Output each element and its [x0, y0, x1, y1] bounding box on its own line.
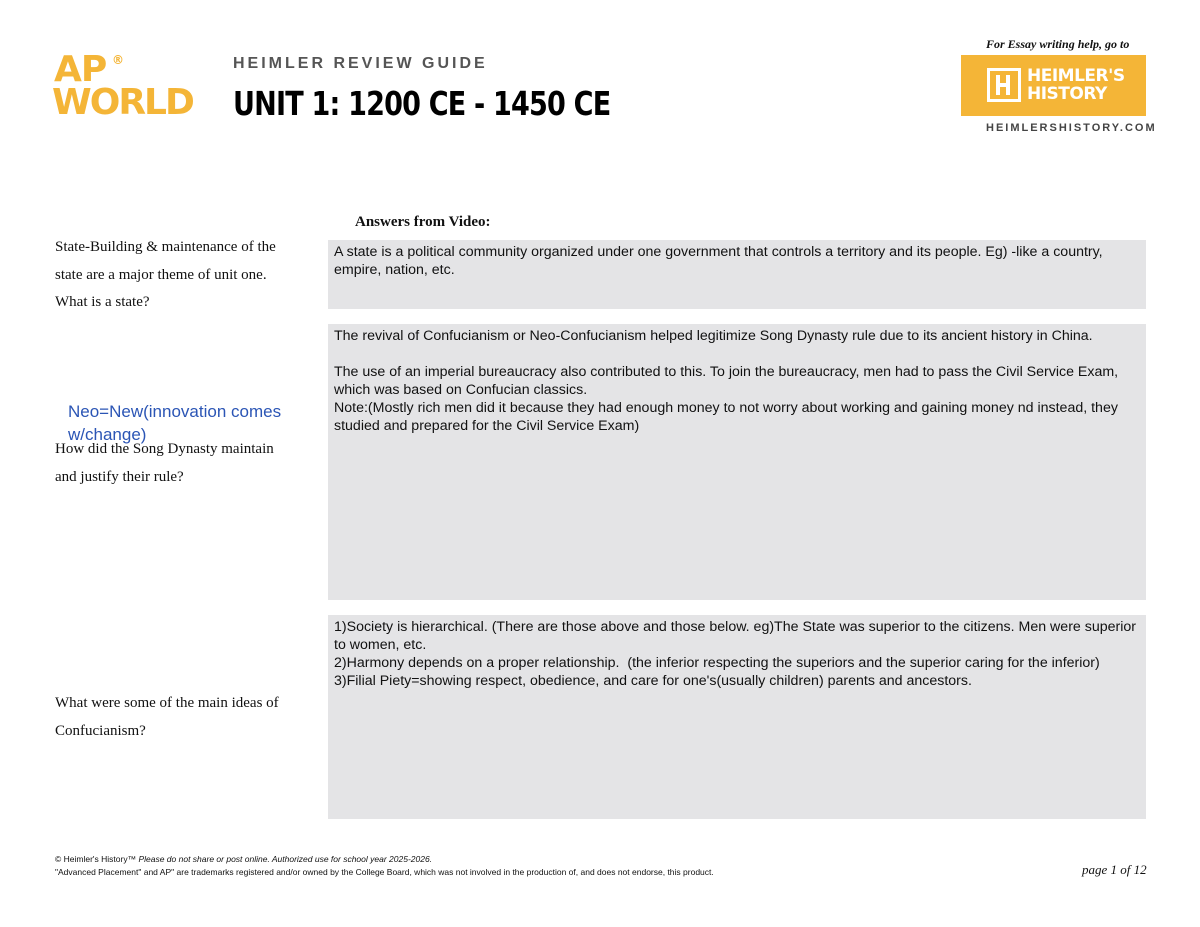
copyright-line-1	[55, 853, 855, 866]
heimlers-h-icon	[987, 68, 1021, 102]
logo-ap-text: AP	[54, 49, 107, 90]
answer-box-1[interactable]	[328, 240, 1146, 309]
logo-registered-mark: ®	[112, 53, 124, 67]
copyright-line-2: "Advanced Placement" and AP" are trademarks registered and/or owned by the College Board, which was not involved in the production of, and does not endorse, this product.	[55, 867, 714, 877]
ap-world-logo	[52, 49, 212, 123]
guide-label: HEIMLER REVIEW GUIDE	[233, 55, 488, 72]
brand-name-line1: HEIMLER'S	[1027, 66, 1125, 86]
answer-3-paragraph-1: 1)Society is hierarchical. (There are those above and those below. eg)The State was superior to the citizens. Men were superior to women, etc. 2)Harmony depends on a proper relationship. (the inferior respecting the superiors and the superior caring for the inferior) 3)Filial Piety=showing respect, obedience, and care for one's(usually children) parents and ancestors.	[334, 619, 1137, 689]
answer-2-paragraph-2: The use of an imperial bureaucracy also contributed to this. To join the bureaucracy, men had to pass the Civil Service Exam, which was based on Confucian classics. Note:(Mostly rich men did it because they had enough money to not worry about working and gaining money nd instead, they studied and prepared for the Civil Service Exam)	[334, 364, 1119, 434]
brand-name-line2: HISTORY	[1027, 84, 1107, 104]
answers-heading: Answers from Video:	[355, 214, 491, 230]
brand-name	[1027, 67, 1125, 103]
essay-help-text: For Essay writing help, go to	[986, 37, 1130, 51]
copyright-notice	[55, 853, 855, 879]
usage-notice: Please do not share or post online. Authorized use for school year 2025-2026.	[138, 854, 433, 864]
copyright-owner: © Heimler's History™	[55, 854, 139, 864]
unit-title: UNIT 1: 1200 CE - 1450 CE	[233, 84, 611, 123]
answer-1-paragraph-1: A state is a political community organized under one government that controls a territory and its people. Eg) -like a country, empire, nation, etc.	[334, 244, 1107, 278]
page-number: page 1 of 12	[1082, 862, 1147, 877]
question-1: State-Building & maintenance of the state are a major theme of unit one. What is a state?	[55, 239, 276, 310]
logo-world-text: WORLD	[52, 82, 193, 123]
heimlers-history-logo[interactable]	[961, 55, 1146, 116]
answer-box-2[interactable]	[328, 324, 1146, 600]
question-2: How did the Song Dynasty maintain and justify their rule?	[55, 441, 274, 485]
question-3: What were some of the main ideas of Confucianism?	[55, 695, 279, 739]
answer-box-3[interactable]	[328, 615, 1146, 819]
answer-2-paragraph-1: The revival of Confucianism or Neo-Confucianism helped legitimize Song Dynasty rule due to its ancient history in China.	[334, 328, 1093, 344]
brand-url-link[interactable]: HEIMLERSHISTORY.COM	[986, 122, 1157, 134]
handwritten-note: Neo=New(innovation comes w/change)	[68, 402, 282, 444]
